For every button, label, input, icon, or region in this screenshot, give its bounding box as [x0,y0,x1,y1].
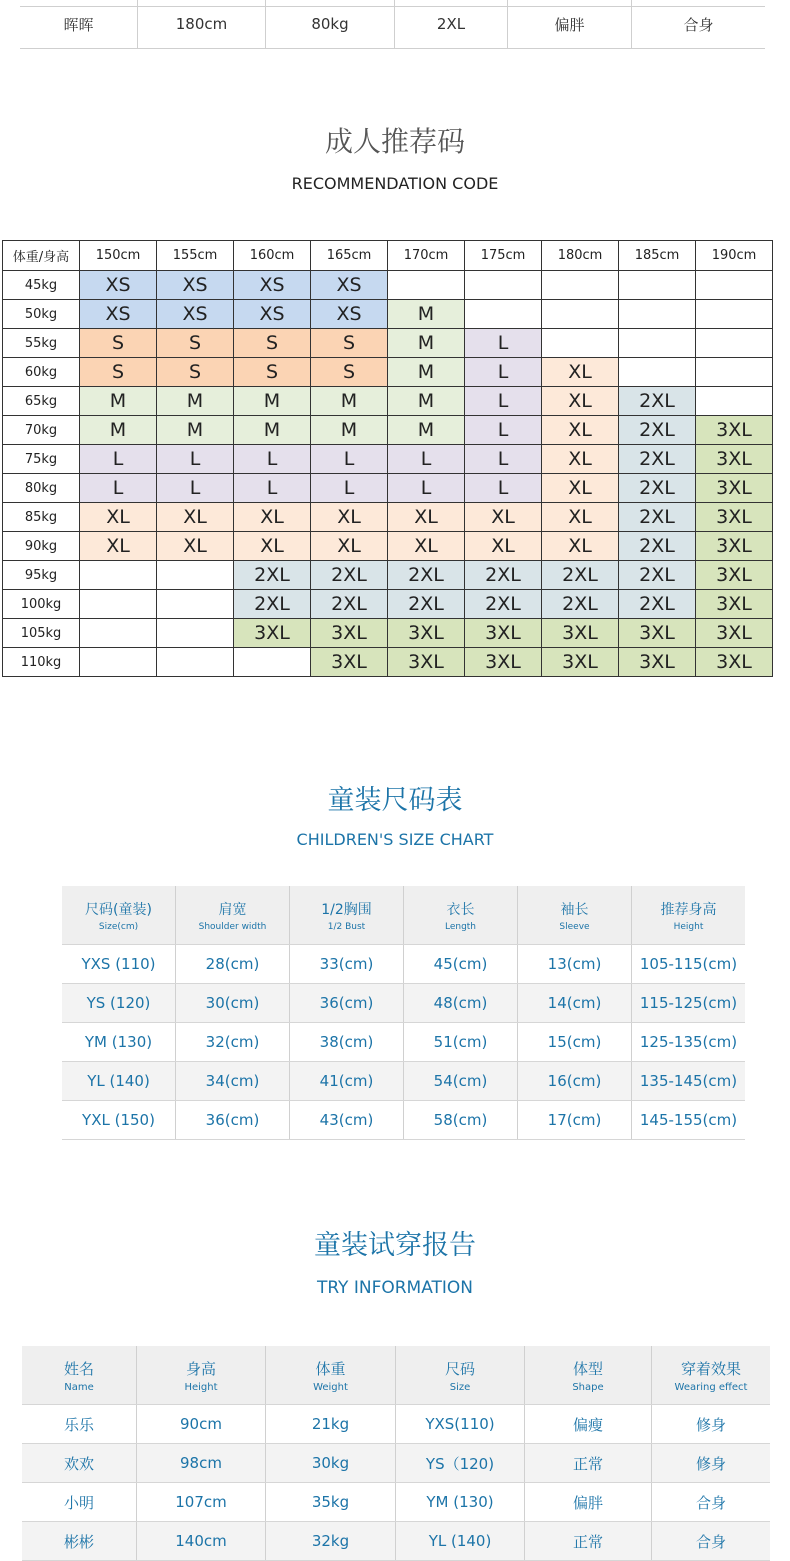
kids-header-cell [290,886,404,945]
size-cell [696,387,773,416]
kids-header-cn: 肩宽 [218,901,247,918]
kids-cell: YL (140) [62,1062,176,1101]
try-table-header-row [22,1346,770,1405]
size-cell: L [465,387,542,416]
size-cell: S [311,358,388,387]
kids-table-row [62,1023,745,1062]
adult-table-row [3,532,773,561]
try-cell: 彬彬 [22,1522,137,1561]
size-cell: 2XL [542,590,619,619]
size-cell: M [388,300,465,329]
kids-header-cn: 推荐身高 [660,901,717,918]
try-cell: 35kg [266,1483,396,1522]
size-cell [696,271,773,300]
size-cell: XL [157,532,234,561]
adult-table-row [3,300,773,329]
adult-header-cell: 190cm [696,241,773,271]
size-cell: 2XL [619,445,696,474]
size-cell: M [80,416,157,445]
weight-label-cell: 100kg [3,590,80,619]
try-header-cell [266,1346,396,1405]
kids-header-cn: 袖长 [560,901,589,918]
size-cell: 3XL [542,619,619,648]
adult-table-row [3,648,773,677]
size-cell: L [80,474,157,503]
size-cell [157,561,234,590]
kids-header-cell [62,886,176,945]
size-cell: XL [542,503,619,532]
try-cell: 修身 [652,1405,771,1444]
kids-cell: 41(cm) [290,1062,404,1101]
kids-cell: 38(cm) [290,1023,404,1062]
size-cell: XS [157,300,234,329]
size-cell: S [157,358,234,387]
kids-cell: 48(cm) [404,984,518,1023]
size-cell: 3XL [696,474,773,503]
size-cell [542,300,619,329]
size-cell: 3XL [696,619,773,648]
size-cell: M [234,387,311,416]
try-header-cell [137,1346,266,1405]
kids-header-cn: 尺码(童装) [85,901,152,918]
try-header-cell [525,1346,652,1405]
size-cell: 3XL [234,619,311,648]
previous-try-table-last-row [20,0,765,49]
size-cell: M [234,416,311,445]
try-section-title: 童装试穿报告 [314,1230,476,1261]
try-cell: 正常 [525,1444,652,1483]
kids-header-cell [632,886,746,945]
adult-table-row [3,329,773,358]
size-cell: L [388,445,465,474]
size-cell: XL [542,387,619,416]
size-cell [696,329,773,358]
size-cell: L [465,474,542,503]
size-cell: XL [465,503,542,532]
size-cell: M [388,329,465,358]
adult-table-row [3,387,773,416]
try-cell: 欢欢 [22,1444,137,1483]
kids-table-row [62,1062,745,1101]
kids-cell: YM (130) [62,1023,176,1062]
cell-name: 晖晖 [20,0,138,48]
size-cell: XL [542,474,619,503]
size-cell: S [311,329,388,358]
try-header-cn: 体重 [315,1359,346,1378]
kids-header-cell [518,886,632,945]
adult-header-cell: 185cm [619,241,696,271]
size-cell: XS [311,300,388,329]
size-cell: XL [542,416,619,445]
kids-cell: 105-115(cm) [632,945,746,984]
cell-size: 2XL [395,0,508,48]
size-cell: 3XL [465,619,542,648]
size-cell: XL [388,503,465,532]
size-cell: 3XL [311,619,388,648]
weight-label-cell: 70kg [3,416,80,445]
kids-cell: 13(cm) [518,945,632,984]
try-cell: 90cm [137,1405,266,1444]
kids-table-header-row [62,886,745,945]
weight-label-cell: 75kg [3,445,80,474]
size-cell: XS [311,271,388,300]
size-cell [157,648,234,677]
kids-cell: 36(cm) [290,984,404,1023]
try-cell: YS（120) [396,1444,525,1483]
try-table-row [22,1405,770,1444]
size-cell: 3XL [388,619,465,648]
size-cell [619,358,696,387]
size-cell: 2XL [619,503,696,532]
adult-header-cell: 175cm [465,241,542,271]
size-cell: M [388,358,465,387]
kids-cell: 15(cm) [518,1023,632,1062]
cell-weight: 80kg [266,0,395,48]
size-cell: XS [234,300,311,329]
weight-label-cell: 45kg [3,271,80,300]
kids-size-table [62,886,745,1140]
adult-table-row [3,619,773,648]
adult-table-row [3,416,773,445]
kids-cell: 17(cm) [518,1101,632,1140]
size-cell: 3XL [696,416,773,445]
kids-cell: 45(cm) [404,945,518,984]
size-cell: 3XL [696,445,773,474]
size-cell: L [465,416,542,445]
try-cell: 30kg [266,1444,396,1483]
try-header-en: Wearing effect [674,1381,748,1393]
size-cell: L [388,474,465,503]
kids-header-en: 1/2 Bust [327,921,366,932]
kids-header-en: Shoulder width [198,921,267,932]
size-cell: L [465,445,542,474]
size-cell: M [157,416,234,445]
weight-label-cell: 80kg [3,474,80,503]
size-cell [234,648,311,677]
kids-header-en: Length [444,921,477,932]
size-cell: XL [234,532,311,561]
size-cell [696,300,773,329]
try-cell: 21kg [266,1405,396,1444]
adult-recommendation-table [2,240,773,677]
kids-table-row [62,984,745,1023]
kids-header-cn: 1/2胸围 [321,901,372,918]
try-cell: 140cm [137,1522,266,1561]
kids-cell: 30(cm) [176,984,290,1023]
size-cell: XL [234,503,311,532]
adult-header-cell: 165cm [311,241,388,271]
kids-cell: 135-145(cm) [632,1062,746,1101]
size-cell: 3XL [388,648,465,677]
size-cell: 2XL [234,561,311,590]
size-cell: XS [157,271,234,300]
try-header-cn: 身高 [185,1359,216,1378]
kids-header-cell [176,886,290,945]
try-header-cn: 体型 [572,1359,603,1378]
try-cell: 偏胖 [525,1483,652,1522]
try-cell: 合身 [652,1483,771,1522]
kids-cell: YXL (150) [62,1101,176,1140]
try-cell: 合身 [652,1522,771,1561]
weight-label-cell: 95kg [3,561,80,590]
adult-table-row [3,445,773,474]
kids-cell: 33(cm) [290,945,404,984]
size-cell [619,300,696,329]
adult-table-row [3,271,773,300]
size-cell: 2XL [619,474,696,503]
adult-header-cell: 180cm [542,241,619,271]
kids-cell: 32(cm) [176,1023,290,1062]
size-cell: XS [80,300,157,329]
try-cell: 正常 [525,1522,652,1561]
try-header-cn: 姓名 [63,1359,94,1378]
adult-table-row [3,474,773,503]
size-cell [619,329,696,358]
try-header-en: Size [449,1381,471,1393]
adult-section-subtitle: RECOMMENDATION CODE [291,174,499,193]
size-cell: XS [80,271,157,300]
size-cell [465,300,542,329]
size-cell: L [234,474,311,503]
size-cell [696,358,773,387]
size-cell: 2XL [388,561,465,590]
try-cell: 小明 [22,1483,137,1522]
size-cell: 2XL [619,590,696,619]
kids-cell: YXS (110) [62,945,176,984]
size-cell: 3XL [696,590,773,619]
adult-section-title: 成人推荐码 [324,125,465,158]
size-cell: M [388,416,465,445]
size-cell: XL [542,532,619,561]
size-cell: 3XL [696,648,773,677]
size-cell: 2XL [465,561,542,590]
size-cell: 2XL [311,561,388,590]
size-cell: L [157,445,234,474]
size-cell: L [157,474,234,503]
size-cell: XL [465,532,542,561]
size-cell: 3XL [696,561,773,590]
try-cell: 乐乐 [22,1405,137,1444]
size-cell: M [157,387,234,416]
kids-cell: 125-135(cm) [632,1023,746,1062]
size-cell: M [311,387,388,416]
kids-cell: 34(cm) [176,1062,290,1101]
adult-table-row [3,561,773,590]
try-cell: 98cm [137,1444,266,1483]
weight-label-cell: 105kg [3,619,80,648]
weight-label-cell: 60kg [3,358,80,387]
kids-cell: 54(cm) [404,1062,518,1101]
size-cell: M [388,387,465,416]
kids-cell: 51(cm) [404,1023,518,1062]
size-cell: L [234,445,311,474]
try-cell: 修身 [652,1444,771,1483]
size-cell: 3XL [465,648,542,677]
size-cell: 2XL [234,590,311,619]
try-header-cell [22,1346,137,1405]
size-cell: L [465,358,542,387]
kids-cell: 36(cm) [176,1101,290,1140]
size-cell: 2XL [619,532,696,561]
try-cell: 32kg [266,1522,396,1561]
size-cell [542,271,619,300]
weight-label-cell: 90kg [3,532,80,561]
adult-table-row [3,590,773,619]
weight-label-cell: 55kg [3,329,80,358]
size-cell: S [234,329,311,358]
kids-cell: 58(cm) [404,1101,518,1140]
adult-table-row [3,358,773,387]
adult-header-cell: 体重/身高 [3,241,80,271]
weight-label-cell: 85kg [3,503,80,532]
size-cell [80,561,157,590]
size-cell: S [157,329,234,358]
size-cell: XL [542,445,619,474]
size-cell: S [80,329,157,358]
adult-header-cell: 150cm [80,241,157,271]
size-cell: 2XL [619,561,696,590]
size-cell: XL [157,503,234,532]
try-header-cell [652,1346,771,1405]
size-cell: 2XL [619,387,696,416]
size-cell: 2XL [311,590,388,619]
size-cell [80,590,157,619]
adult-header-cell: 160cm [234,241,311,271]
size-cell: 2XL [619,416,696,445]
size-cell [388,271,465,300]
size-cell: L [80,445,157,474]
size-cell: S [234,358,311,387]
size-cell [157,619,234,648]
size-cell: 3XL [619,619,696,648]
kids-cell: 43(cm) [290,1101,404,1140]
size-cell: 2XL [465,590,542,619]
adult-table-header-row [3,241,773,271]
size-cell: XL [311,503,388,532]
try-header-cell [396,1346,525,1405]
kids-section-subtitle: CHILDREN'S SIZE CHART [296,830,494,849]
try-table-row [22,1444,770,1483]
cell-height: 180cm [138,0,266,48]
weight-label-cell: 110kg [3,648,80,677]
size-cell: L [465,329,542,358]
try-header-en: Shape [572,1381,604,1393]
kids-section-title: 童装尺码表 [327,785,463,816]
kids-header-en: Size(cm) [98,921,139,932]
size-cell [542,329,619,358]
size-cell: M [311,416,388,445]
weight-label-cell: 50kg [3,300,80,329]
kids-header-cell [404,886,518,945]
kids-cell: 14(cm) [518,984,632,1023]
kids-cell: YS (120) [62,984,176,1023]
try-header-en: Name [64,1381,94,1393]
try-cell: YXS(110) [396,1405,525,1444]
try-section-subtitle: TRY INFORMATION [316,1278,474,1298]
try-cell: 107cm [137,1483,266,1522]
try-header-en: Weight [313,1381,348,1393]
size-cell: XL [80,503,157,532]
kids-table-row [62,1101,745,1140]
size-cell [465,271,542,300]
size-cell: 3XL [542,648,619,677]
size-cell: 3XL [619,648,696,677]
adult-header-cell: 170cm [388,241,465,271]
size-cell: XS [234,271,311,300]
size-cell [157,590,234,619]
size-cell [80,619,157,648]
kids-table-row [62,945,745,984]
size-cell: L [311,445,388,474]
size-cell: 3XL [696,532,773,561]
try-table-row [22,1483,770,1522]
kids-cell: 16(cm) [518,1062,632,1101]
kids-cell: 28(cm) [176,945,290,984]
size-cell: XL [388,532,465,561]
weight-label-cell: 65kg [3,387,80,416]
size-cell: 3XL [696,503,773,532]
size-cell [80,648,157,677]
try-info-table [22,1346,770,1561]
try-cell: 偏瘦 [525,1405,652,1444]
cell-effect: 合身 [683,15,714,34]
cell-shape: 偏胖 [508,0,632,48]
try-header-en: Height [184,1381,218,1393]
size-cell: 2XL [388,590,465,619]
size-cell: 3XL [311,648,388,677]
size-cell: 2XL [542,561,619,590]
size-cell: XL [80,532,157,561]
size-cell: XL [311,532,388,561]
adult-header-cell: 155cm [157,241,234,271]
size-cell: S [80,358,157,387]
kids-header-cn: 衣长 [446,901,475,918]
try-cell: YL (140) [396,1522,525,1561]
try-cell: YM (130) [396,1483,525,1522]
try-header-cn: 穿着效果 [680,1359,741,1378]
kids-cell: 145-155(cm) [632,1101,746,1140]
try-table-row [22,1522,770,1561]
try-header-cn: 尺码 [444,1359,475,1378]
kids-header-en: Sleeve [559,921,590,932]
kids-cell: 115-125(cm) [632,984,746,1023]
kids-header-en: Height [673,921,704,932]
size-cell [619,271,696,300]
size-cell: XL [542,358,619,387]
size-cell: M [80,387,157,416]
adult-table-row [3,503,773,532]
size-cell: L [311,474,388,503]
